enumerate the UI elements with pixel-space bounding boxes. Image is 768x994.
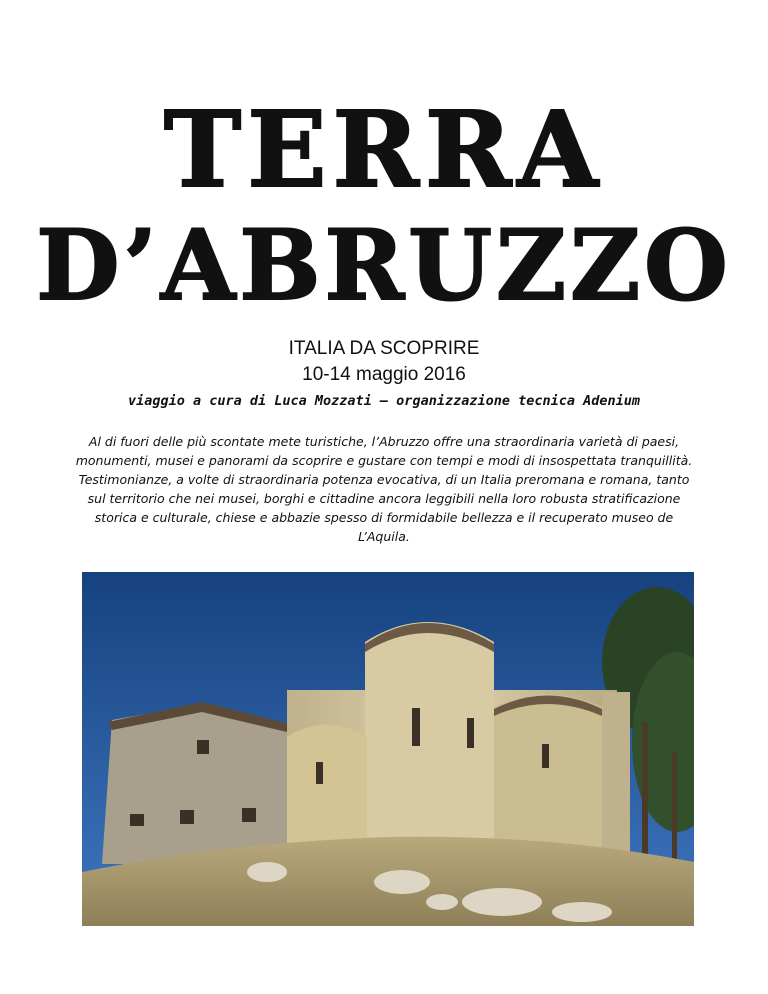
credits-line: viaggio a cura di Luca Mozzati – organizzazione tecnica Adenium	[127, 393, 641, 409]
page-title-line-2: D’ABRUZZO	[36, 209, 732, 322]
subtitle: ITALIA DA SCOPRIRE	[288, 338, 480, 359]
stone-house	[102, 702, 290, 864]
intro-paragraph: Al di fuori delle più scontate mete turistiche, l’Abruzzo offre una straordinaria varietà di paesi, monumenti, musei e panorami da scoprire e gustare con tempi e modi di insospettata tranquillità. Testimonianze, a volte di straordinaria potenza evocativa, di un Italia preromana e romana, tanto sul territorio che nei musei, borghi e cittadine ancora leggibili nella loro robusta stratificazione storica e culturale, chiese e abbazie spesso di formidabile bellezza e il recuperato museo de L’Aquila.	[75, 434, 693, 544]
trip-dates: 10-14 maggio 2016	[302, 364, 466, 385]
abbey-photo	[82, 572, 694, 926]
page-title-line-1: TERRA	[163, 88, 605, 211]
